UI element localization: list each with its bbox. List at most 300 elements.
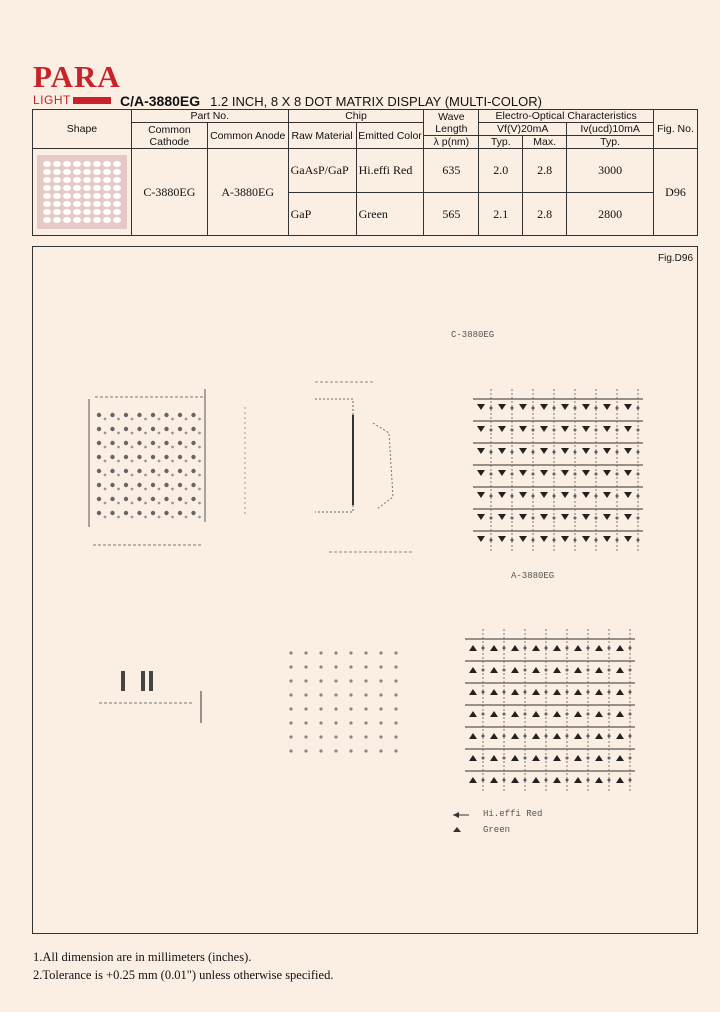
matrix-dot [289,707,292,710]
header-iv: Iv(ucd)10mA [567,123,654,136]
led-dot [103,169,111,175]
matrix-dot [289,735,292,738]
legend-red-label: Hi.effi Red [483,809,543,819]
anode-diode-icon [532,689,540,695]
front-led-dot-inner [104,460,107,463]
figure-label: Fig.D96 [657,253,693,264]
front-led-dot [164,511,168,515]
shape-image [33,149,132,236]
led-dot [43,201,51,207]
header-vf: Vf(V)20mA [479,123,567,136]
front-led-dot [124,483,128,487]
cathode-diode-icon [498,426,506,432]
front-led-dot [124,455,128,459]
anode-diode-icon [553,667,561,673]
title-part-number: C/A-3880EG [120,93,201,109]
logo-sub: LIGHT [33,93,71,107]
front-led-dot-inner [144,460,147,463]
front-led-dot-inner [185,418,188,421]
matrix-dot [394,735,397,738]
document-title [120,93,542,109]
front-view-dot-grid [97,413,201,519]
front-led-dot [151,497,155,501]
front-led-dot-inner [117,488,120,491]
anode-part-number: A-3880EG [207,149,288,236]
cathode-diode-icon [498,404,506,410]
cathode-diode-icon [540,536,548,542]
front-led-dot [178,455,182,459]
logo-brand: PARA [33,59,121,94]
matrix-dot [349,651,352,654]
cathode-diode-icon [603,448,611,454]
matrix-dot [349,749,352,752]
anode-diode-icon [532,667,540,673]
led-dot [43,193,51,199]
cathode-diode-icon [519,514,527,520]
cathode-diode-icon [540,470,548,476]
cathode-diode-icon [603,492,611,498]
led-dot [53,169,61,175]
led-dot [103,177,111,183]
header-common-anode: Common Anode [207,123,288,149]
matrix-dot [319,735,322,738]
matrix-dot [319,665,322,668]
anode-diode-icon [616,689,624,695]
front-led-dot [110,469,114,473]
spec-table [32,109,698,236]
front-led-dot-inner [171,516,174,519]
notes [33,948,333,984]
front-led-dot-inner [171,446,174,449]
header-vf-max: Max. [523,136,567,149]
cathode-diode-icon [498,448,506,454]
matrix-dot [364,721,367,724]
front-led-dot [178,497,182,501]
front-led-dot [191,441,195,445]
side-view-body [315,399,353,512]
matrix-dot [304,693,307,696]
matrix-dot [319,749,322,752]
header-electro-optical: Electro-Optical Characteristics [479,110,654,123]
anode-diode-icon [553,755,561,761]
matrix-dot [349,721,352,724]
front-led-dot [97,469,101,473]
front-led-dot [124,413,128,417]
led-dot [93,161,101,167]
anode-diode-icon [490,711,498,717]
anode-diode-icon [469,755,477,761]
matrix-dot [304,707,307,710]
led-dot [73,209,81,215]
led-dot [53,161,61,167]
led-dot [63,169,71,175]
anode-diode-icon [490,667,498,673]
front-led-dot-inner [131,418,134,421]
anode-diode-icon [532,733,540,739]
cathode-diode-icon [498,492,506,498]
led-dot [43,209,51,215]
front-led-dot [164,483,168,487]
header-shape: Shape [33,110,132,149]
note-1: 1.All dimension are in millimeters (inches). [33,950,252,964]
para-light-logo [33,59,121,107]
anode-diode-icon [616,667,624,673]
cathode-diode-icon [540,514,548,520]
led-dot [103,201,111,207]
matrix-dot [304,749,307,752]
matrix-dot [289,721,292,724]
matrix-dot [349,707,352,710]
front-led-dot-inner [158,418,161,421]
matrix-dot [334,721,337,724]
cathode-diode-icon [582,514,590,520]
anode-diode-icon [511,711,519,717]
front-led-dot [151,511,155,515]
matrix-dot [394,721,397,724]
front-led-dot [137,497,141,501]
matrix-dot [349,735,352,738]
matrix-dot [394,707,397,710]
anode-diode-icon [532,777,540,783]
front-led-dot [178,427,182,431]
led-dot [93,177,101,183]
matrix-dot [334,665,337,668]
led-dot [113,201,121,207]
anode-diode-icon [574,755,582,761]
matrix-dot [304,721,307,724]
matrix-dot [304,665,307,668]
front-led-dot [178,441,182,445]
front-led-dot [97,427,101,431]
front-led-dot [151,483,155,487]
led-dot [73,217,81,223]
anode-diode-icon [511,733,519,739]
led-dot [63,177,71,183]
cathode-diode-icon [603,536,611,542]
anode-title: A-3880EG [511,571,555,581]
led-dot [93,169,101,175]
anode-diode-icon [574,777,582,783]
matrix-dot [319,651,322,654]
led-dot [113,177,121,183]
dimension-drawing [33,247,697,933]
anode-diode-icon [490,733,498,739]
led-dot [93,217,101,223]
front-led-dot-inner [198,460,201,463]
row2-material: GaP [288,192,356,236]
matrix-dot [379,693,382,696]
anode-diode-icon [574,733,582,739]
row1-vf-typ: 2.0 [479,149,523,193]
pin-1 [121,671,125,691]
anode-diode-icon [490,755,498,761]
front-led-dot-inner [117,474,120,477]
front-led-dot-inner [104,432,107,435]
anode-diode-icon [595,645,603,651]
front-led-dot-inner [185,446,188,449]
figure-box [32,246,698,934]
cathode-diode-icon [561,426,569,432]
row1-vf-max: 2.8 [523,149,567,193]
led-dot [113,217,121,223]
front-led-dot-inner [158,460,161,463]
front-led-dot-inner [144,516,147,519]
matrix-dot [334,735,337,738]
cathode-diode-icon [519,404,527,410]
cathode-diode-icon [561,470,569,476]
front-led-dot [151,413,155,417]
cathode-diode-icon [477,404,485,410]
matrix-dot [379,665,382,668]
led-dot [43,161,51,167]
front-led-dot-inner [171,418,174,421]
front-led-dot-inner [144,488,147,491]
front-led-dot-inner [104,502,107,505]
front-led-dot-inner [117,446,120,449]
front-led-dot-inner [144,474,147,477]
front-led-dot [97,413,101,417]
front-led-dot-inner [158,432,161,435]
cathode-diode-icon [624,470,632,476]
front-led-dot [97,441,101,445]
front-led-dot-inner [198,474,201,477]
side-view-pins [373,423,393,509]
front-led-dot-inner [198,488,201,491]
front-led-dot [191,427,195,431]
cathode-diode-icon [561,536,569,542]
matrix-dot [379,707,382,710]
cathode-diode-icon [624,536,632,542]
led-dot [113,161,121,167]
cathode-diode-icon [561,448,569,454]
front-led-dot-inner [171,474,174,477]
cathode-diode-icon [498,514,506,520]
cathode-diode-icon [624,426,632,432]
led-dot [63,201,71,207]
cathode-title: C-3880EG [451,330,495,340]
cathode-diode-icon [603,470,611,476]
header-fig-no: Fig. No. [654,110,698,149]
led-dot [73,177,81,183]
front-led-dot [191,413,195,417]
led-dot [43,169,51,175]
matrix-dot [379,679,382,682]
cathode-diode-icon [498,536,506,542]
matrix-dot [364,665,367,668]
anode-diode-icon [616,645,624,651]
row1-wave: 635 [424,149,479,193]
row2-vf-typ: 2.1 [479,192,523,236]
anode-diode-icon [616,755,624,761]
anode-diode-icon [511,755,519,761]
front-led-dot [164,413,168,417]
anode-diode-icon [574,645,582,651]
cathode-diode-icon [519,536,527,542]
anode-diode-icon [595,689,603,695]
front-led-dot-inner [185,502,188,505]
front-led-dot [137,455,141,459]
led-dot [53,209,61,215]
front-led-dot [97,455,101,459]
cathode-diode-icon [498,470,506,476]
anode-diode-icon [490,689,498,695]
anode-diode-icon [532,711,540,717]
front-led-dot [164,469,168,473]
front-led-dot-inner [158,488,161,491]
matrix-dot [379,651,382,654]
front-led-dot [97,497,101,501]
led-dot [83,177,91,183]
header-lambda: λ p(nm) [424,136,479,149]
matrix-dot [289,749,292,752]
front-led-dot-inner [171,502,174,505]
led-dot [63,161,71,167]
front-led-dot [137,511,141,515]
led-dot [83,201,91,207]
front-led-dot [178,469,182,473]
led-dot [53,217,61,223]
front-led-dot [124,497,128,501]
anode-diode-icon [469,689,477,695]
cathode-diode-icon [477,470,485,476]
anode-diode-icon [595,777,603,783]
led-dot [83,209,91,215]
led-dot [113,193,121,199]
led-dot [73,161,81,167]
anode-diode-icon [532,755,540,761]
matrix-dot [304,651,307,654]
front-led-dot [151,427,155,431]
cathode-diode-icon [561,514,569,520]
front-led-dot-inner [158,446,161,449]
cathode-diode-icon [561,404,569,410]
matrix-dot [364,749,367,752]
anode-diode-icon [553,733,561,739]
matrix-dot [304,735,307,738]
matrix-dot [304,679,307,682]
anode-diode-icon [511,777,519,783]
cathode-diode-icon [561,492,569,498]
matrix-dot [289,665,292,668]
row2-iv-typ: 2800 [567,192,654,236]
matrix-dot [289,693,292,696]
front-led-dot [110,511,114,515]
front-led-dot [110,497,114,501]
led-dot [63,209,71,215]
header-common-cathode: Common Cathode [131,123,207,149]
matrix-dot [379,735,382,738]
cathode-diode-icon [582,536,590,542]
front-led-dot [110,483,114,487]
front-led-dot-inner [198,446,201,449]
front-led-dot-inner [104,446,107,449]
led-dot [93,185,101,191]
led-dot [43,185,51,191]
anode-diode-icon [511,667,519,673]
cathode-diode-icon [519,426,527,432]
matrix-dot [349,693,352,696]
front-led-dot [178,413,182,417]
front-led-dot-inner [144,432,147,435]
anode-diode-icon [595,711,603,717]
front-led-dot [191,511,195,515]
front-led-dot-inner [104,488,107,491]
led-dot [103,217,111,223]
cathode-diode-icon [477,536,485,542]
fig-number: D96 [654,149,698,236]
led-dot [53,193,61,199]
title-description: 1.2 INCH, 8 X 8 DOT MATRIX DISPLAY (MULTI-COLOR) [210,94,542,109]
front-led-dot-inner [185,516,188,519]
led-matrix-photo [37,155,127,229]
led-dot [103,193,111,199]
led-dot [43,217,51,223]
cathode-diode-icon [540,426,548,432]
front-led-dot-inner [131,502,134,505]
front-led-dot [124,441,128,445]
front-led-dot-inner [104,474,107,477]
led-dot [113,209,121,215]
note-2: 2.Tolerance is +0.25 mm (0.01") unless otherwise specified. [33,968,334,982]
led-dot [83,169,91,175]
led-dot [73,193,81,199]
cathode-diode-icon [519,492,527,498]
anode-diode-icon [595,667,603,673]
cathode-diode-icon [582,426,590,432]
front-led-dot-inner [144,418,147,421]
cathode-diode-icon [519,448,527,454]
front-led-dot [191,455,195,459]
front-led-dot-inner [131,474,134,477]
front-led-dot [191,483,195,487]
header-emitted-color: Emitted Color [356,123,424,149]
anode-diode-icon [469,645,477,651]
front-led-dot-inner [158,474,161,477]
row1-material: GaAsP/GaP [288,149,356,193]
row2-color: Green [356,192,424,236]
logo-bar [73,97,111,104]
matrix-dot [289,679,292,682]
led-dot [63,217,71,223]
anode-diode-icon [511,645,519,651]
front-led-dot [137,483,141,487]
front-led-dot-inner [158,502,161,505]
front-led-dot [137,427,141,431]
led-dot [83,185,91,191]
row2-wave: 565 [424,192,479,236]
led-dot [53,177,61,183]
cathode-diode-icon [624,404,632,410]
matrix-dot [394,679,397,682]
header-chip: Chip [288,110,424,123]
header-part-no: Part No. [131,110,288,123]
led-dot [83,193,91,199]
anode-diode-icon [490,645,498,651]
header-iv-typ: Typ. [567,136,654,149]
row2-vf-max: 2.8 [523,192,567,236]
cathode-diode-icon [477,426,485,432]
front-led-dot [178,483,182,487]
led-dot [63,185,71,191]
matrix-dot [364,735,367,738]
front-led-dot-inner [198,418,201,421]
anode-diode-icon [616,711,624,717]
anode-diode-icon [616,733,624,739]
front-led-dot-inner [198,516,201,519]
front-led-dot-inner [131,432,134,435]
anode-diode-icon [532,645,540,651]
anode-diode-icon [553,689,561,695]
